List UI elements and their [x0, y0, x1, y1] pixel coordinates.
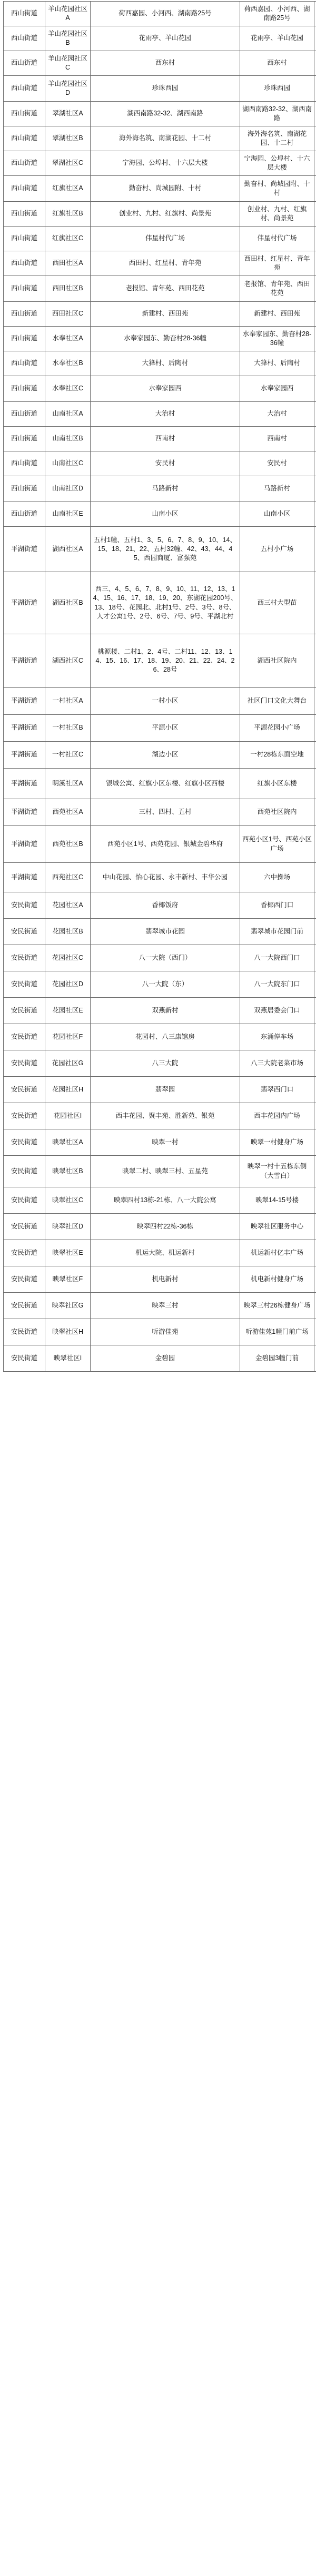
area-cell: 西丰花园、聚丰苑、胜新苑、银苑 [91, 1103, 240, 1129]
area-cell: 翡翠园 [91, 1077, 240, 1103]
site-cell: 映翠一村十五栋东侧（大雪白） [240, 1156, 314, 1187]
community-cell: 花园社区F [45, 1024, 91, 1050]
site-cell: 双燕居委会门口 [240, 998, 314, 1024]
blank-cell [314, 376, 316, 402]
area-cell: 映翠三村 [91, 1293, 240, 1319]
site-cell: 勤奋村、尚城园附、十村 [240, 176, 314, 202]
blank-cell [314, 1024, 316, 1050]
table-row [4, 102, 316, 126]
community-cell: 西苑社区A [45, 799, 91, 826]
community-cell: 一村社区B [45, 715, 91, 742]
community-cell: 映翠社区H [45, 1319, 91, 1345]
table-row [4, 76, 316, 102]
table-row [4, 276, 316, 302]
blank-cell [314, 251, 316, 276]
table-row [4, 451, 316, 476]
table-row [4, 1103, 316, 1129]
area-cell: 马路新村 [91, 476, 240, 502]
table-row [4, 202, 316, 227]
street-cell: 安民街道 [4, 1266, 45, 1293]
site-cell: 八一大院西门口 [240, 945, 314, 971]
street-cell: 西山街道 [4, 302, 45, 327]
table-row [4, 1345, 316, 1372]
street-cell: 西山街道 [4, 151, 45, 176]
community-cell: 羊山花园社区D [45, 76, 91, 102]
community-cell: 翠湖社区B [45, 126, 91, 151]
street-cell: 平湖街道 [4, 799, 45, 826]
blank-cell [314, 176, 316, 202]
area-cell: 宁海园、公埠村、十六层大楼 [91, 151, 240, 176]
street-cell: 西山街道 [4, 351, 45, 376]
street-cell: 西山街道 [4, 102, 45, 126]
street-cell: 西山街道 [4, 451, 45, 476]
table-row [4, 572, 316, 634]
site-cell: 花雨亭、羊山花园 [240, 26, 314, 51]
area-cell: 听游佳苑 [91, 1319, 240, 1345]
blank-cell [314, 1240, 316, 1266]
community-cell: 花园社区H [45, 1077, 91, 1103]
blank-cell [314, 1214, 316, 1240]
street-cell: 西山街道 [4, 276, 45, 302]
site-cell: 西苑小区1号、西苑小区广场 [240, 826, 314, 863]
site-cell: 湖西社区院内 [240, 634, 314, 688]
table-row [4, 476, 316, 502]
street-cell: 西山街道 [4, 327, 45, 351]
street-cell: 安民街道 [4, 1319, 45, 1345]
street-cell: 西山街道 [4, 126, 45, 151]
street-cell: 平湖街道 [4, 688, 45, 715]
area-cell: 创业村、九村、红旗村、尚景苑 [91, 202, 240, 227]
table-row [4, 945, 316, 971]
area-cell: 金碧园 [91, 1345, 240, 1372]
site-cell: 映翠社区服务中心 [240, 1214, 314, 1240]
community-cell: 花园社区C [45, 945, 91, 971]
street-cell: 平湖街道 [4, 572, 45, 634]
site-cell: 五村小广场 [240, 527, 314, 572]
street-cell: 安民街道 [4, 1129, 45, 1156]
area-cell: 新建村、西田苑 [91, 302, 240, 327]
street-cell: 西山街道 [4, 2, 45, 26]
table-row [4, 502, 316, 527]
community-cell: 花园社区A [45, 892, 91, 919]
street-cell: 西山街道 [4, 376, 45, 402]
site-cell: 伟星村代广场 [240, 227, 314, 251]
street-cell: 平湖街道 [4, 527, 45, 572]
table-row [4, 126, 316, 151]
area-cell: 西东村 [91, 51, 240, 76]
table-row [4, 1129, 316, 1156]
street-cell: 平湖街道 [4, 634, 45, 688]
blank-cell [314, 327, 316, 351]
site-cell: 水奉家园西 [240, 376, 314, 402]
street-cell: 安民街道 [4, 945, 45, 971]
area-cell: 平源小区 [91, 715, 240, 742]
community-cell: 明溪社区A [45, 769, 91, 799]
site-cell: 珍珠西园 [240, 76, 314, 102]
site-cell: 安民村 [240, 451, 314, 476]
area-cell: 老报馆、青年苑、西田花苑 [91, 276, 240, 302]
table-row [4, 1214, 316, 1240]
blank-cell [314, 276, 316, 302]
site-cell: 水奉家园东、勤奋村28-36幢 [240, 327, 314, 351]
area-cell: 安民村 [91, 451, 240, 476]
area-cell: 映翠二村、映翠三村、五星苑 [91, 1156, 240, 1187]
street-cell: 安民街道 [4, 1345, 45, 1372]
site-cell: 一村28栋东面空地 [240, 742, 314, 769]
table-row [4, 176, 316, 202]
community-cell: 映翠社区B [45, 1156, 91, 1187]
community-cell: 羊山花园社区A [45, 2, 91, 26]
blank-cell [314, 634, 316, 688]
table-row [4, 327, 316, 351]
community-cell: 山南社区E [45, 502, 91, 527]
blank-cell [314, 1103, 316, 1129]
site-cell: 八一大院东门口 [240, 971, 314, 998]
blank-cell [314, 302, 316, 327]
site-cell: 东涌停车场 [240, 1024, 314, 1050]
street-cell: 安民街道 [4, 1024, 45, 1050]
street-cell: 安民街道 [4, 998, 45, 1024]
area-cell: 五村1幢、五村1、3、5、6、7、8、9、10、14、15、18、21、22、五村32幢、42、43、44、45、西园商厦、富强苑 [91, 527, 240, 572]
street-cell: 安民街道 [4, 1240, 45, 1266]
street-cell: 西山街道 [4, 251, 45, 276]
blank-cell [314, 227, 316, 251]
table-row [4, 863, 316, 892]
community-cell: 西苑社区C [45, 863, 91, 892]
street-cell: 西山街道 [4, 76, 45, 102]
community-cell: 湖西社区A [45, 527, 91, 572]
blank-cell [314, 1156, 316, 1187]
site-cell: 新建村、西田苑 [240, 302, 314, 327]
site-cell: 海外海名筑、南湖花园、十二村 [240, 126, 314, 151]
blank-cell [314, 715, 316, 742]
site-cell: 红旗小区东楼 [240, 769, 314, 799]
area-cell: 双燕新村 [91, 998, 240, 1024]
site-cell: 六中操场 [240, 863, 314, 892]
street-cell: 西山街道 [4, 202, 45, 227]
table-row [4, 1319, 316, 1345]
blank-cell [314, 351, 316, 376]
community-cell: 湖西社区C [45, 634, 91, 688]
area-cell: 机电新村 [91, 1266, 240, 1293]
community-cell: 西田社区A [45, 251, 91, 276]
blank-cell [314, 2, 316, 26]
blank-cell [314, 76, 316, 102]
blank-cell [314, 502, 316, 527]
community-cell: 西苑社区B [45, 826, 91, 863]
community-cell: 山南社区A [45, 402, 91, 427]
street-cell: 西山街道 [4, 502, 45, 527]
blank-cell [314, 1077, 316, 1103]
table-row [4, 151, 316, 176]
table-row [4, 634, 316, 688]
table-row [4, 799, 316, 826]
blank-cell [314, 476, 316, 502]
community-cell: 红旗社区A [45, 176, 91, 202]
table-row [4, 1187, 316, 1214]
blank-cell [314, 151, 316, 176]
site-cell: 金碧园3幢门前 [240, 1345, 314, 1372]
area-cell: 八一大院（东） [91, 971, 240, 998]
community-cell: 映翠社区D [45, 1214, 91, 1240]
blank-cell [314, 1129, 316, 1156]
blank-cell [314, 892, 316, 919]
community-cell: 花园社区D [45, 971, 91, 998]
area-cell: 翡翠城市花园 [91, 919, 240, 945]
community-cell: 映翠社区F [45, 1266, 91, 1293]
site-cell: 社区门口文化大舞台 [240, 688, 314, 715]
area-cell: 湖西南路32-32、湖西南路 [91, 102, 240, 126]
table-row [4, 769, 316, 799]
community-cell: 花园社区G [45, 1050, 91, 1077]
blank-cell [314, 102, 316, 126]
street-cell: 西山街道 [4, 427, 45, 451]
community-cell: 红旗社区B [45, 202, 91, 227]
table-row [4, 1240, 316, 1266]
blank-cell [314, 826, 316, 863]
table-row [4, 26, 316, 51]
blank-cell [314, 572, 316, 634]
street-cell: 安民街道 [4, 1050, 45, 1077]
community-cell: 花园社区E [45, 998, 91, 1024]
community-cell: 水奉社区B [45, 351, 91, 376]
table-row [4, 998, 316, 1024]
site-cell: 机电新村健身广场 [240, 1266, 314, 1293]
community-cell: 映翠社区G [45, 1293, 91, 1319]
street-cell: 平湖街道 [4, 715, 45, 742]
blank-cell [314, 126, 316, 151]
site-cell: 映翠三村26栋健身广场 [240, 1293, 314, 1319]
site-cell: 西苑社区院内 [240, 799, 314, 826]
table-row [4, 351, 316, 376]
area-cell: 八一大院（西门） [91, 945, 240, 971]
blank-cell [314, 427, 316, 451]
table-row [4, 1156, 316, 1187]
area-cell: 湖边小区 [91, 742, 240, 769]
area-cell: 映翠一村 [91, 1129, 240, 1156]
table-row [4, 971, 316, 998]
site-cell: 平源花园小广场 [240, 715, 314, 742]
site-cell: 翡翠城市花园门前 [240, 919, 314, 945]
blank-cell [314, 1050, 316, 1077]
table-row [4, 1077, 316, 1103]
street-cell: 西山街道 [4, 51, 45, 76]
table-row [4, 2, 316, 26]
community-cell: 水奉社区A [45, 327, 91, 351]
area-cell: 西三、4、5、6、7、8、9、10、11、12、13、14、15、16、17、18、19、20、东湖花园200号、13、18号、花园北、北村1号、2号、3号、8号、人才公寓1号、2号、6号、7号、9号、平湖北村 [91, 572, 240, 634]
blank-cell [314, 451, 316, 476]
area-table [3, 1, 316, 1372]
street-cell: 安民街道 [4, 1103, 45, 1129]
site-cell: 西南村 [240, 427, 314, 451]
area-cell: 一村小区 [91, 688, 240, 715]
street-cell: 西山街道 [4, 476, 45, 502]
site-cell: 西丰花园内广场 [240, 1103, 314, 1129]
blank-cell [314, 51, 316, 76]
site-cell: 湖西南路32-32、湖西南路 [240, 102, 314, 126]
street-cell: 安民街道 [4, 919, 45, 945]
area-cell: 西苑小区1号、西苑花园、银城金碧华府 [91, 826, 240, 863]
blank-cell [314, 26, 316, 51]
area-cell: 机运大院、机运新村 [91, 1240, 240, 1266]
site-cell: 听游佳苑1幢门前广场 [240, 1319, 314, 1345]
table-row [4, 688, 316, 715]
table-row [4, 51, 316, 76]
site-cell: 创业村、九村、红旗村、尚景苑 [240, 202, 314, 227]
site-cell: 西东村 [240, 51, 314, 76]
community-cell: 花园社区B [45, 919, 91, 945]
table-row [4, 302, 316, 327]
table-row [4, 427, 316, 451]
community-cell: 山南社区B [45, 427, 91, 451]
blank-cell [314, 1187, 316, 1214]
table-row [4, 1024, 316, 1050]
community-cell: 红旗社区C [45, 227, 91, 251]
table-row [4, 402, 316, 427]
community-cell: 西田社区C [45, 302, 91, 327]
community-cell: 映翠社区C [45, 1187, 91, 1214]
site-cell: 香椰西门口 [240, 892, 314, 919]
blank-cell [314, 1345, 316, 1372]
area-cell: 八三大院 [91, 1050, 240, 1077]
community-cell: 湖西社区B [45, 572, 91, 634]
area-cell: 三村、四村、五村 [91, 799, 240, 826]
blank-cell [314, 769, 316, 799]
site-cell: 荷西嘉园、小河西、湖南路25号 [240, 2, 314, 26]
blank-cell [314, 742, 316, 769]
area-cell: 山南小区 [91, 502, 240, 527]
site-cell: 西田村、红星村、青年苑 [240, 251, 314, 276]
blank-cell [314, 998, 316, 1024]
area-cell: 映翠四村22栋-36栋 [91, 1214, 240, 1240]
community-cell: 翠湖社区C [45, 151, 91, 176]
community-cell: 映翠社区A [45, 1129, 91, 1156]
community-cell: 西田社区B [45, 276, 91, 302]
table-row [4, 227, 316, 251]
blank-cell [314, 945, 316, 971]
community-cell: 水奉社区C [45, 376, 91, 402]
street-cell: 安民街道 [4, 971, 45, 998]
table-row [4, 376, 316, 402]
community-cell: 羊山花园社区C [45, 51, 91, 76]
site-cell: 西三村大型苗 [240, 572, 314, 634]
street-cell: 安民街道 [4, 1187, 45, 1214]
area-cell: 香椰饭府 [91, 892, 240, 919]
table-row [4, 742, 316, 769]
community-cell: 翠湖社区A [45, 102, 91, 126]
blank-cell [314, 1266, 316, 1293]
site-cell: 映翠14-15号楼 [240, 1187, 314, 1214]
street-cell: 西山街道 [4, 227, 45, 251]
site-cell: 机运新村亿丰广场 [240, 1240, 314, 1266]
site-cell: 大箨村、后陶村 [240, 351, 314, 376]
community-cell: 花园社区I [45, 1103, 91, 1129]
area-cell: 海外海名筑、南湖花园、十二村 [91, 126, 240, 151]
area-cell: 花园村、八三康馆房 [91, 1024, 240, 1050]
area-cell: 水奉家园东、勤奋村28-36幢 [91, 327, 240, 351]
blank-cell [314, 919, 316, 945]
street-cell: 平湖街道 [4, 769, 45, 799]
area-cell: 荷西嘉园、小河西、湖南路25号 [91, 2, 240, 26]
blank-cell [314, 202, 316, 227]
table-row [4, 1050, 316, 1077]
site-cell: 马路新村 [240, 476, 314, 502]
table-row [4, 527, 316, 572]
blank-cell [314, 1293, 316, 1319]
blank-cell [314, 402, 316, 427]
area-cell: 桃源楼、二村1、2、4号、二村11、12、13、14、15、16、17、18、19、20、21、22、24、26、28号 [91, 634, 240, 688]
blank-cell [314, 688, 316, 715]
community-cell: 一村社区C [45, 742, 91, 769]
blank-cell [314, 527, 316, 572]
area-cell: 映翠四村13栋-21栋、八一大院公寓 [91, 1187, 240, 1214]
area-cell: 勤奋村、尚城园附、十村 [91, 176, 240, 202]
table-row [4, 1266, 316, 1293]
blank-cell [314, 799, 316, 826]
community-cell: 羊山花园社区B [45, 26, 91, 51]
street-cell: 平湖街道 [4, 742, 45, 769]
site-cell: 山南小区 [240, 502, 314, 527]
area-cell: 西田村、红星村、青年苑 [91, 251, 240, 276]
table-row [4, 715, 316, 742]
street-cell: 安民街道 [4, 892, 45, 919]
site-cell: 映翠一村健身广场 [240, 1129, 314, 1156]
community-cell: 山南社区D [45, 476, 91, 502]
street-cell: 安民街道 [4, 1293, 45, 1319]
table-row [4, 892, 316, 919]
blank-cell [314, 1319, 316, 1345]
area-cell: 大箨村、后陶村 [91, 351, 240, 376]
site-cell: 老报馆、青年苑、西田花苑 [240, 276, 314, 302]
street-cell: 安民街道 [4, 1077, 45, 1103]
site-cell: 八三大院老菜市场 [240, 1050, 314, 1077]
street-cell: 平湖街道 [4, 826, 45, 863]
street-cell: 西山街道 [4, 176, 45, 202]
community-cell: 映翠社区E [45, 1240, 91, 1266]
area-cell: 伟星村代广场 [91, 227, 240, 251]
area-cell: 中山花园、怡心花园、永丰新村、丰华公园 [91, 863, 240, 892]
area-cell: 水奉家园西 [91, 376, 240, 402]
site-cell: 大治村 [240, 402, 314, 427]
area-cell: 银城公寓、红旗小区东楼、红旗小区西楼 [91, 769, 240, 799]
street-cell: 安民街道 [4, 1156, 45, 1187]
table-row [4, 826, 316, 863]
blank-cell [314, 971, 316, 998]
street-cell: 西山街道 [4, 26, 45, 51]
community-cell: 山南社区C [45, 451, 91, 476]
table-row [4, 251, 316, 276]
area-cell: 花雨亭、羊山花园 [91, 26, 240, 51]
street-cell: 西山街道 [4, 402, 45, 427]
area-cell: 珍珠西园 [91, 76, 240, 102]
street-cell: 安民街道 [4, 1214, 45, 1240]
area-cell: 大治村 [91, 402, 240, 427]
site-cell: 翡翠西门口 [240, 1077, 314, 1103]
table-row [4, 919, 316, 945]
table-body [4, 2, 316, 1372]
area-cell: 西南村 [91, 427, 240, 451]
blank-cell [314, 863, 316, 892]
community-cell: 一村社区A [45, 688, 91, 715]
community-cell: 映翠社区I [45, 1345, 91, 1372]
table-row [4, 1293, 316, 1319]
street-cell: 平湖街道 [4, 863, 45, 892]
site-cell: 宁海园、公埠村、十六层大楼 [240, 151, 314, 176]
